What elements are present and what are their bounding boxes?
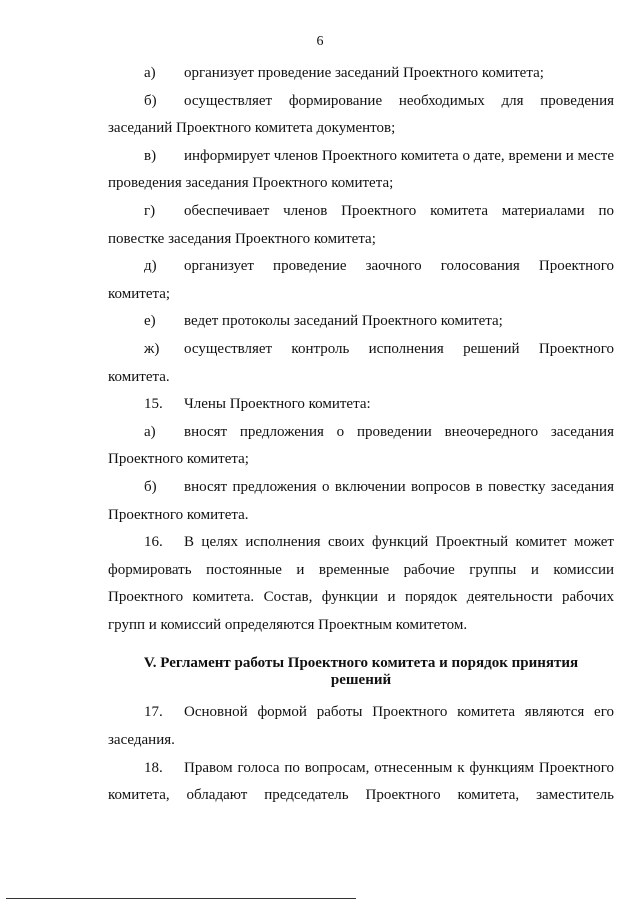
clause-text: Члены Проектного комитета:	[184, 396, 371, 413]
list-item	[108, 253, 614, 308]
section-heading-line-1: V. Регламент работы Проектного комитета и порядок принятия	[143, 655, 579, 672]
list-marker: б)	[144, 478, 157, 495]
list-item	[108, 336, 614, 391]
list-item	[108, 143, 614, 198]
list-item	[108, 60, 614, 88]
list-item	[108, 198, 614, 253]
list-item-text: ведет протоколы заседаний Проектного комитета;	[184, 313, 503, 330]
list-marker: а)	[144, 423, 156, 440]
list-item	[108, 419, 614, 474]
list-item-text: осуществляет формирование необходимых для проведения заседаний Проектного комитета документов;	[108, 92, 614, 137]
footer-divider	[6, 898, 356, 899]
clause-number: 18.	[144, 759, 163, 776]
list-marker: в)	[144, 147, 157, 164]
clause-text: Правом голоса по вопросам, отнесенным к функциям Проектного комитета, обладают председатель Проектного комитета, заместитель	[108, 759, 614, 804]
clause-text: Основной формой работы Проектного комитета являются его заседания.	[108, 704, 614, 749]
list-marker: а)	[144, 65, 156, 81]
list-item-text: вносят предложения о проведении внеочередного заседания Проектного комитета;	[108, 423, 614, 468]
section-heading-line-2: решений	[330, 672, 392, 689]
list-item-text: обеспечивает членов Проектного комитета материалами по повестке заседания Проектного комитета;	[108, 202, 614, 247]
clause-number: 15.	[144, 396, 163, 413]
list-item-text: информирует членов Проектного комитета о дате, времени и месте проведения заседания Проектного комитета;	[108, 147, 614, 192]
list-item	[108, 88, 614, 143]
list-marker: ж)	[144, 340, 160, 357]
list-item-text: организует проведение заочного голосования Проектного комитета;	[108, 258, 614, 302]
document-body	[108, 60, 614, 810]
list-marker: е)	[144, 313, 156, 330]
clause-number: 17.	[144, 704, 163, 721]
list-marker: д)	[144, 258, 157, 275]
list-item-text: осуществляет контроль исполнения решений Проектного комитета.	[108, 340, 614, 385]
page-number: 6	[316, 34, 324, 49]
clause-17	[108, 699, 614, 754]
list-item	[108, 308, 614, 336]
section-heading	[108, 639, 614, 699]
clause-number: 16.	[144, 534, 163, 551]
list-item-text: вносят предложения о включении вопросов в повестку заседания Проектного комитета.	[108, 478, 614, 523]
list-item	[108, 474, 614, 529]
clause-15	[108, 391, 614, 419]
clause-text: В целях исполнения своих функций Проектный комитет может формировать постоянные и временные рабочие группы и комиссии Проектного комитета. Состав, функции и порядок деятельности рабочих групп и комиссий определяются Проектным комитетом.	[108, 534, 614, 633]
list-item-text: организует проведение заседаний Проектного комитета;	[184, 65, 544, 81]
clause-18	[108, 755, 614, 810]
list-marker: б)	[144, 92, 157, 109]
clause-16	[108, 529, 614, 639]
list-marker: г)	[144, 202, 156, 219]
